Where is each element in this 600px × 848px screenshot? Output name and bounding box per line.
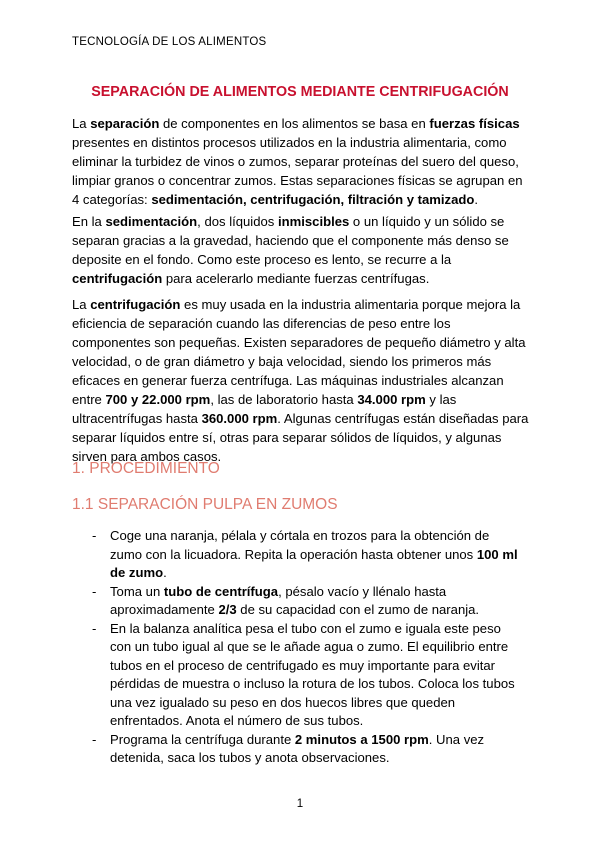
bold-term: separación (90, 116, 160, 131)
subsection-heading: 1.1 SEPARACIÓN PULPA EN ZUMOS (72, 496, 338, 513)
text-span: En la (72, 214, 106, 229)
text-span: La (72, 297, 91, 312)
text-span: de su capacidad con el zumo de naranja. (236, 602, 480, 617)
list-item (108, 583, 524, 620)
document-title: SEPARACIÓN DE ALIMENTOS MEDIANTE CENTRIFUGACIÓN (91, 84, 509, 100)
text-span: , las de laboratorio hasta (210, 392, 358, 407)
text-span: , dos líquidos (197, 214, 278, 229)
text-span: . Una vez detenida, saca los tubos y anota observaciones. (110, 731, 485, 765)
text-span: En la balanza analítica pesa el tubo con el zumo e iguala este peso con un tubo igual al que se le añade agua o zumo. El equilibrio entre tubos en el proceso de centrifugado es muy importante para evitar pérdidas de muestra o incluso la rotura de los tubos. Coloca los tubos una vez igualado su peso en dos huecos libres que queden enfrentados. Anota el número de sus tubos. (110, 620, 515, 728)
sedimentation-paragraph (72, 212, 530, 288)
centrifugation-paragraph (72, 295, 530, 466)
bold-term: centrifugación (72, 271, 163, 286)
text-span: Coge una naranja, pélala y córtala en trozos para la obtención de zumo con la licuadora. Repita la operación hasta obtener unos (110, 528, 490, 562)
text-span: o un líquido y un sólido se separan gracias a la gravedad, haciendo que el componente más denso se deposite en el fondo. Como este proceso es lento, se recurre a la (72, 214, 509, 267)
bold-term: 360.000 rpm (201, 411, 278, 426)
page-number: 1 (296, 798, 304, 810)
text-span: es muy usada en la industria alimentaria porque mejora la eficiencia de separación cuando las diferencias de peso entre los componentes son pequeñas. Existen separadores de pequeño diámetro y alta velocidad, o de gran diámetro y baja velocidad, siendo los primeros más eficaces en generar fuerza centrífuga. Las máquinas industriales alcanzan entre (72, 297, 526, 407)
text-span: Programa la centrífuga durante (110, 731, 295, 747)
bold-term: 700 y 22.000 rpm (105, 392, 211, 407)
intro-paragraph (72, 114, 530, 209)
bold-term: sedimentación (105, 214, 198, 229)
bold-term: centrifugación (90, 297, 181, 312)
bold-term: fuerzas físicas (429, 116, 520, 131)
text-span: Toma un (110, 583, 164, 599)
text-span: y las ultracentrífugas hasta (72, 392, 457, 426)
bold-term: 100 ml de zumo (110, 546, 518, 580)
bold-term: sedimentación, centrifugación, filtración y tamizado (151, 192, 475, 207)
bold-term: tubo de centrífuga (163, 583, 279, 599)
text-span: La (72, 116, 91, 131)
list-item (108, 731, 524, 768)
text-span: . (474, 192, 479, 207)
bold-term: 2 minutos a 1500 rpm (294, 731, 429, 747)
section-heading: 1. PROCEDIMIENTO (72, 460, 220, 477)
text-span: para acelerarlo mediante fuerzas centrífugas. (162, 271, 430, 286)
bold-term: 34.000 rpm (357, 392, 426, 407)
text-span: . (163, 565, 167, 580)
text-span: . Algunas centrífugas están diseñadas para separar líquidos entre sí, otras para separar sólidos de líquidos, y algunas sirven para ambos casos. (72, 411, 529, 464)
bold-term: inmiscibles (277, 214, 350, 229)
list-item (108, 620, 524, 731)
text-span: , pésalo vacío y llénalo hasta aproximadamente (110, 583, 447, 617)
bold-term: 2/3 (218, 602, 237, 617)
running-header: TECNOLOGÍA DE LOS ALIMENTOS (72, 36, 267, 48)
procedure-steps-list (108, 527, 524, 768)
text-span: de componentes en los alimentos se basa en (159, 116, 430, 131)
text-span: presentes en distintos procesos utilizados en la industria alimentaria, como eliminar la turbidez de vinos o zumos, separar proteínas del suero del queso, limpiar granos o concentrar zumos. Estas separaciones físicas se agrupan en 4 categorías: (72, 135, 523, 207)
list-item (108, 527, 524, 583)
